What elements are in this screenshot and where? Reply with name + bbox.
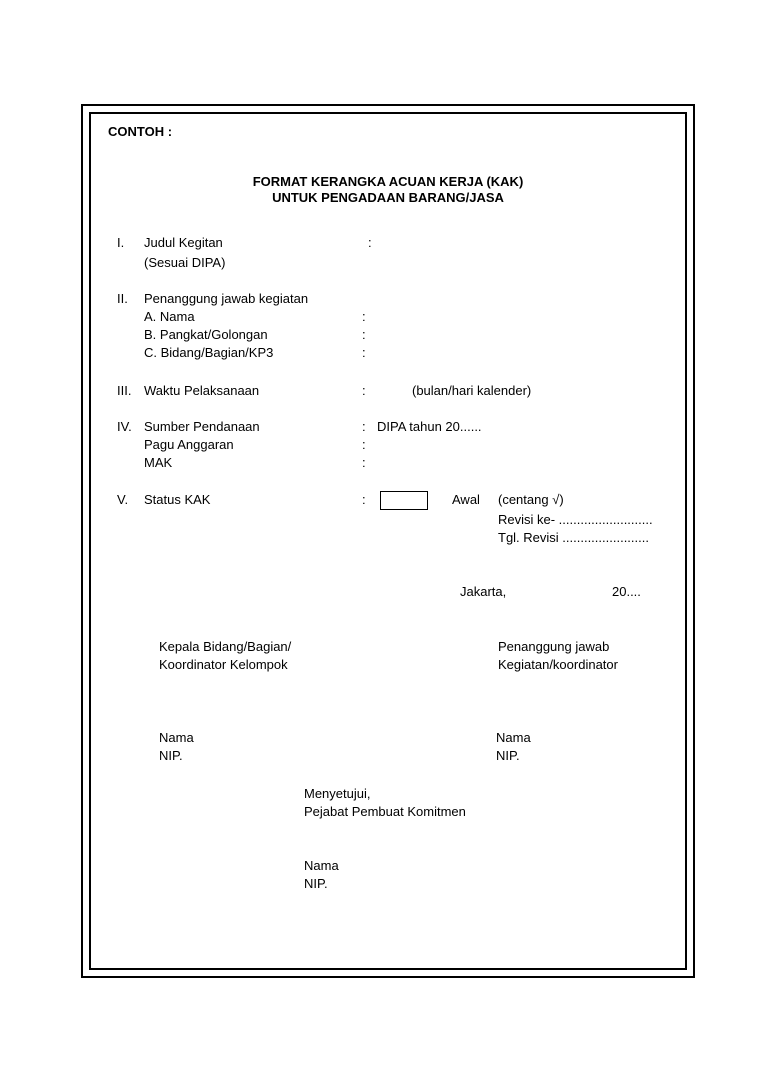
section4-colon-sumber: : (362, 419, 366, 434)
section4-label: Sumber Pendanaan (144, 419, 260, 434)
status-tgl-revisi: Tgl. Revisi ........................ (498, 530, 649, 545)
approver-nama: Nama (304, 858, 339, 873)
section2-colon-c: : (362, 345, 366, 360)
status-revisi: Revisi ke- .......................... (498, 512, 653, 527)
right-signer-nip: NIP. (496, 748, 520, 763)
section3-value: (bulan/hari kalender) (412, 383, 532, 398)
section4-value: DIPA tahun 20...... (377, 419, 482, 434)
section2-colon-a: : (362, 309, 366, 324)
section4-colon-pagu: : (362, 437, 366, 452)
approval-label: Menyetujui, (304, 786, 371, 801)
year-label: 20.... (612, 584, 641, 599)
section1-colon: : (368, 235, 372, 250)
right-signer-title1: Penanggung jawab (498, 639, 610, 654)
section5-colon: : (362, 492, 366, 507)
left-signer-title2: Koordinator Kelompok (159, 657, 288, 672)
form-title-line2: UNTUK PENGADAAN BARANG/JASA (272, 190, 504, 205)
section4-pagu: Pagu Anggaran (144, 437, 234, 452)
section3-colon: : (362, 383, 366, 398)
right-signer-nama: Nama (496, 730, 531, 745)
section5-label: Status KAK (144, 492, 211, 507)
contoh-label: CONTOH : (108, 124, 173, 139)
section1-number: I. (117, 235, 125, 250)
right-signer-title2: Kegiatan/koordinator (498, 657, 618, 672)
section2-colon-b: : (362, 327, 366, 342)
approver-nip: NIP. (304, 876, 328, 891)
left-signer-nip: NIP. (159, 748, 183, 763)
form-title-line1: FORMAT KERANGKA ACUAN KERJA (KAK) (252, 174, 524, 189)
section2-item-nama: A. Nama (144, 309, 195, 324)
section2-item-pangkat: B. Pangkat/Golongan (144, 327, 268, 342)
left-signer-title1: Kepala Bidang/Bagian/ (159, 639, 292, 654)
left-signer-nama: Nama (159, 730, 194, 745)
section2-number: II. (117, 291, 128, 306)
section4-colon-mak: : (362, 455, 366, 470)
section2-label: Penanggung jawab kegiatan (144, 291, 309, 306)
section5-number: V. (117, 492, 129, 507)
section1-sub: (Sesuai DIPA) (144, 255, 226, 270)
section3-label: Waktu Pelaksanaan (144, 383, 260, 398)
section3-number: III. (117, 383, 132, 398)
status-centang: (centang √) (498, 492, 564, 507)
status-checkbox[interactable] (380, 491, 428, 510)
section4-mak: MAK (144, 455, 173, 470)
status-awal: Awal (452, 492, 480, 507)
section4-number: IV. (117, 419, 132, 434)
section1-label: Judul Kegitan (144, 235, 223, 250)
approval-title: Pejabat Pembuat Komitmen (304, 804, 466, 819)
section2-item-bidang: C. Bidang/Bagian/KP3 (144, 345, 274, 360)
city-label: Jakarta, (460, 584, 507, 599)
